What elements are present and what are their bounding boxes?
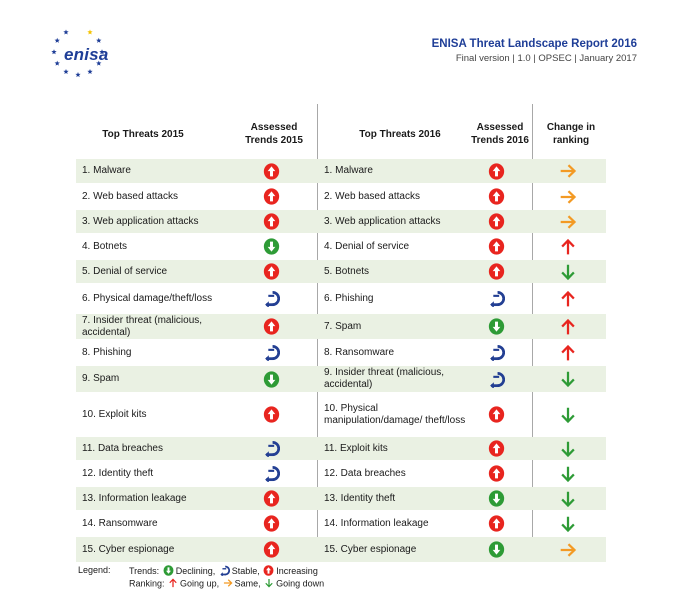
increasing-icon	[246, 260, 296, 283]
logo-star	[55, 61, 60, 66]
threat-2015-label: 8. Phishing	[82, 346, 132, 358]
table-row	[76, 512, 606, 535]
logo-star	[63, 29, 68, 34]
threat-2016-label: 3. Web application attacks	[324, 215, 441, 227]
threat-2016-label: 10. Physical manipulation/damage/ theft/loss	[324, 402, 466, 426]
threat-2015	[82, 394, 242, 435]
threat-2016	[324, 512, 474, 535]
stable-icon	[246, 341, 296, 364]
threat-2016-label: 13. Identity theft	[324, 492, 396, 504]
logo-star	[96, 38, 101, 43]
threat-2015	[82, 341, 242, 364]
threat-2016	[324, 487, 474, 510]
threat-2015-label: 1. Malware	[82, 165, 131, 176]
increasing-icon	[471, 512, 521, 535]
increasing-icon	[246, 487, 296, 510]
increasing-icon	[471, 235, 521, 258]
declining-icon	[246, 235, 296, 258]
increasing-icon	[471, 210, 521, 233]
logo-star	[63, 69, 68, 74]
table-row	[76, 235, 606, 258]
header-trends-2015: Assessed Trends 2015	[245, 122, 303, 146]
threat-2015-label: 9. Spam	[82, 373, 120, 384]
legend-going-up: Going up,	[180, 578, 220, 589]
rank-same-icon	[538, 159, 598, 183]
threat-2016	[324, 260, 474, 283]
table-row	[76, 185, 606, 208]
threat-2015-label: 13. Information leakage	[82, 492, 187, 504]
legend-ranking-prefix: Ranking:	[129, 578, 165, 589]
increasing-icon	[246, 512, 296, 535]
threat-2016-label: 15. Cyber espionage	[324, 543, 417, 555]
header-change-in-ranking: Change in ranking	[546, 122, 596, 146]
legend-increasing: Increasing	[276, 565, 318, 576]
increasing-icon	[246, 537, 296, 562]
increasing-icon	[246, 159, 296, 183]
increasing-icon	[263, 565, 274, 578]
rank-down-icon	[538, 512, 598, 535]
threat-2015-label: 2. Web based attacks	[82, 190, 178, 202]
threat-2016	[324, 394, 474, 435]
increasing-icon	[471, 159, 521, 183]
table-row	[76, 394, 606, 435]
rank-up-icon	[538, 235, 598, 258]
header-trends-2016: Assessed Trends 2016	[471, 122, 529, 146]
enisa-logo	[44, 26, 108, 82]
threat-2015-label: 7. Insider threat (malicious, accidental)	[82, 314, 203, 338]
table-row	[76, 341, 606, 364]
stable-icon	[471, 341, 521, 364]
rank-same-icon	[538, 210, 598, 233]
table-row	[76, 285, 606, 312]
increasing-icon	[246, 314, 296, 339]
declining-icon	[471, 487, 521, 510]
logo-star	[51, 49, 56, 54]
logo-wordmark: enisa	[64, 45, 109, 64]
threat-2016	[324, 462, 474, 485]
threat-2015	[82, 462, 242, 485]
threat-2015	[82, 437, 242, 460]
rank-down-icon	[538, 260, 598, 283]
stable-icon	[246, 285, 296, 312]
threat-2015-label: 12. Identity theft	[82, 467, 154, 479]
legend-going-down: Going down	[276, 578, 325, 589]
header-top-threats-2016: Top Threats 2016	[359, 128, 441, 140]
logo-star	[87, 69, 92, 74]
stable-icon	[246, 437, 296, 460]
threat-2016-label: 7. Spam	[324, 320, 362, 332]
threat-2016	[324, 341, 474, 364]
logo-star	[55, 38, 60, 43]
report-title: ENISA Threat Landscape Report 2016	[431, 38, 637, 50]
rank-down-icon	[538, 394, 598, 435]
threat-2015	[82, 537, 242, 562]
table-row	[76, 437, 606, 460]
threat-2015-label: 3. Web application attacks	[82, 215, 199, 227]
threat-2015	[82, 185, 242, 208]
threat-2016-label: 2. Web based attacks	[324, 190, 420, 202]
threat-2016-label: 8. Ransomware	[324, 346, 395, 358]
rank-down-icon	[538, 366, 598, 392]
threat-2015	[82, 210, 242, 233]
threat-2016	[324, 185, 474, 208]
threat-2015-label: 4. Botnets	[82, 240, 128, 252]
arrow-right-icon	[223, 578, 233, 590]
rank-up-icon	[538, 314, 598, 339]
stable-icon	[219, 565, 230, 578]
increasing-icon	[246, 185, 296, 208]
declining-icon	[246, 366, 296, 392]
threat-2015	[82, 366, 242, 392]
rank-up-icon	[538, 285, 598, 312]
threat-2016-label: 1. Malware	[324, 165, 373, 176]
stable-icon	[246, 462, 296, 485]
logo-star	[75, 72, 80, 77]
threat-2015	[82, 487, 242, 510]
rank-down-icon	[538, 462, 598, 485]
table-row	[76, 487, 606, 510]
legend-trends-prefix: Trends:	[129, 565, 160, 576]
threat-2016	[324, 159, 474, 183]
declining-icon	[163, 565, 174, 578]
threat-2016	[324, 537, 474, 562]
table-row	[76, 210, 606, 233]
threat-2015	[82, 260, 242, 283]
threat-2015-label: 14. Ransomware	[82, 517, 158, 529]
table-row	[76, 537, 606, 562]
threat-2016	[324, 314, 474, 339]
header-top-threats-2015: Top Threats 2015	[102, 128, 184, 140]
increasing-icon	[471, 394, 521, 435]
legend-label: Legend:	[78, 565, 111, 575]
threat-2015-label: 15. Cyber espionage	[82, 543, 175, 555]
rank-down-icon	[538, 437, 598, 460]
stable-icon	[471, 285, 521, 312]
increasing-icon	[246, 210, 296, 233]
increasing-icon	[471, 462, 521, 485]
stable-icon	[471, 366, 521, 392]
logo-star	[87, 29, 92, 34]
threat-2016	[324, 235, 474, 258]
rank-down-icon	[538, 487, 598, 510]
table-row	[76, 462, 606, 485]
legend-declining: Declining,	[175, 565, 216, 576]
declining-icon	[471, 314, 521, 339]
increasing-icon	[471, 185, 521, 208]
threat-2016	[324, 285, 474, 312]
threat-2016-label: 4. Denial of service	[324, 240, 410, 252]
threat-2015-label: 6. Physical damage/theft/loss	[82, 292, 213, 304]
table-row	[76, 366, 606, 392]
rank-same-icon	[538, 185, 598, 208]
declining-icon	[471, 537, 521, 562]
threat-2015	[82, 159, 242, 183]
threat-2016	[324, 210, 474, 233]
table-row	[76, 159, 606, 183]
threat-2016-label: 9. Insider threat (malicious, accidental)	[324, 367, 445, 390]
rank-up-icon	[538, 341, 598, 364]
threat-2016-label: 12. Data breaches	[324, 467, 406, 479]
increasing-icon	[471, 437, 521, 460]
threat-2016-label: 6. Phishing	[324, 292, 374, 304]
table-row	[76, 314, 606, 339]
legend-stable: Stable,	[231, 565, 260, 576]
threat-2016-label: 11. Exploit kits	[324, 442, 388, 454]
legend-same: Same,	[234, 578, 261, 589]
rank-same-icon	[538, 537, 598, 562]
report-subtitle: Final version | 1.0 | OPSEC | January 2017	[455, 53, 637, 64]
table-row	[76, 260, 606, 283]
increasing-icon	[471, 260, 521, 283]
increasing-icon	[246, 394, 296, 435]
threat-2015-label: 5. Denial of service	[82, 265, 168, 277]
threat-2015	[82, 314, 242, 339]
threat-2016	[324, 437, 474, 460]
threat-2015-label: 11. Data breaches	[82, 442, 163, 454]
threat-2015	[82, 235, 242, 258]
threat-2015	[82, 512, 242, 535]
arrow-up-icon	[168, 578, 178, 590]
threat-2016	[324, 366, 474, 392]
threat-2015	[82, 285, 242, 312]
arrow-down-icon	[264, 578, 274, 590]
threat-2016-label: 5. Botnets	[324, 265, 370, 277]
threat-2016-label: 14. Information leakage	[324, 517, 429, 529]
threat-2015-label: 10. Exploit kits	[82, 408, 147, 420]
